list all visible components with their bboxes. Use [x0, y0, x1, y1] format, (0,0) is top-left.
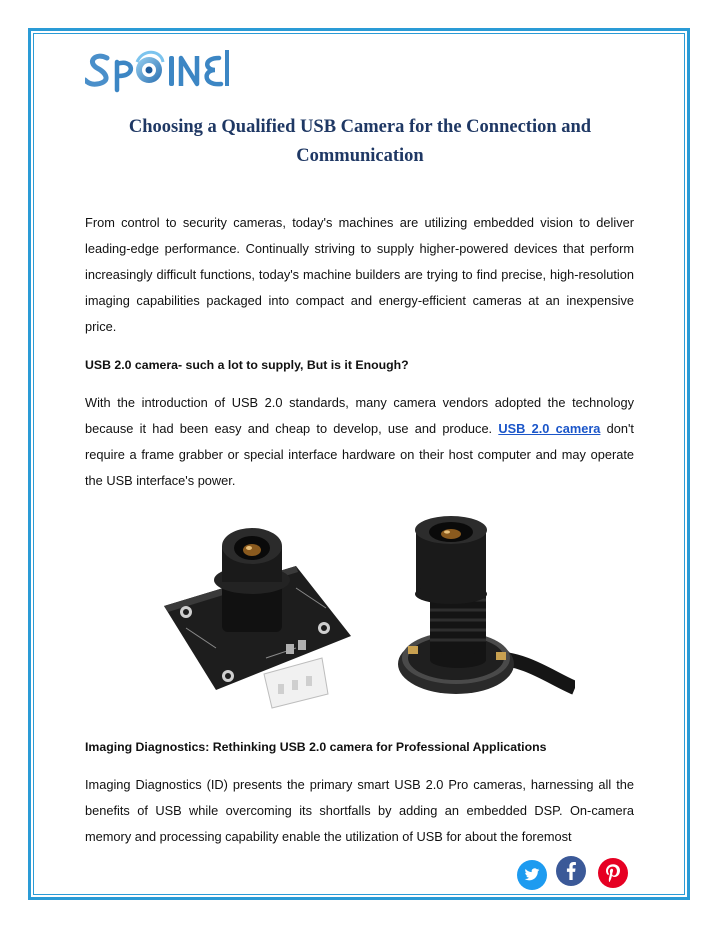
usb-paragraph-text-a: With the introduction of USB 2.0 standards, many camera vendors adopted the technology because it had been easy and cheap to develop, use and produce. — [85, 395, 634, 436]
left-camera-board — [164, 528, 351, 708]
section-heading-imaging: Imaging Diagnostics: Rethinking USB 2.0 camera for Professional Applications — [85, 740, 547, 754]
usb-paragraph-text-b: don't require a frame grabber or special interface hardware on their host computer and may operate the USB interface's power. — [85, 421, 634, 488]
twitter-icon — [524, 868, 540, 882]
usb-paragraph — [85, 390, 634, 494]
right-camera-module — [398, 516, 575, 694]
twitter-share-button[interactable] — [517, 860, 547, 890]
spinel-logo[interactable] — [85, 40, 230, 100]
camera-modules-photo — [146, 508, 575, 720]
document-title: Choosing a Qualified USB Camera for the Connection and Communication — [128, 117, 592, 166]
pinterest-share-button[interactable] — [598, 858, 628, 888]
facebook-share-button[interactable] — [556, 856, 586, 886]
facebook-icon — [565, 862, 577, 880]
pinterest-icon — [606, 864, 620, 882]
section-heading-usb: USB 2.0 camera- such a lot to supply, But is it Enough? — [85, 358, 409, 372]
intro-paragraph: From control to security cameras, today's machines are utilizing embedded vision to deliver leading-edge performance. Continually striving to supply higher-powered devices that perform increasingly difficult functions, today's machine builders are trying to find precise, high-resolution imaging capabilities packaged into compact and energy-efficient cameras at an inexpensive price. — [85, 215, 634, 334]
imaging-paragraph: Imaging Diagnostics (ID) presents the primary smart USB 2.0 Pro cameras, harnessing all the benefits of USB while overcoming its shortfalls by adding an embedded DSP. On-camera memory and processing capability enable the utilization of USB for about the foremost — [85, 777, 634, 844]
usb-camera-link[interactable]: USB 2.0 camera — [498, 421, 601, 436]
